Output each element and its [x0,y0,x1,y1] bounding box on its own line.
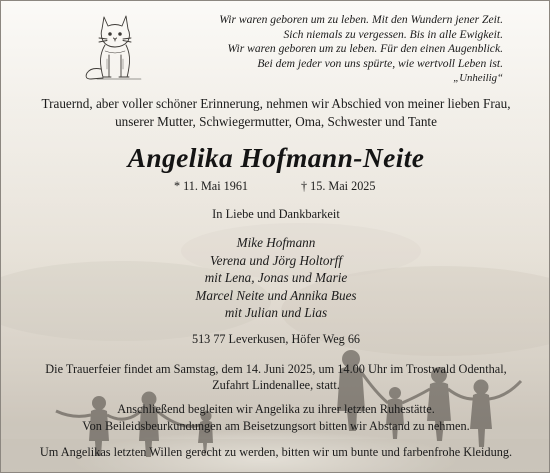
deceased-name: Angelika Hofmann-Neite [127,142,425,173]
family-member: Mike Hofmann [236,235,316,250]
final-note: Um Angelikas letzten Willen gerecht zu werden, bitten wir um bunte und farbenfrohe Kleidung. [39,445,513,459]
poem-line: Bei dem jeder von uns spürte, wie wertvoll Leben ist. [257,56,503,70]
death-date: † 15. Mai 2025 [301,179,376,193]
intro-text [1,95,550,130]
poem-line: Wir waren geboren um zu leben. Für den einen Augenblick. [227,42,503,56]
intro-line-2: unserer Mutter, Schwiegermutter, Oma, Schwester und Tante [115,113,437,129]
family-member: mit Lena, Jonas und Marie [204,270,348,286]
birth-date: * 11. Mai 1961 [174,179,249,193]
poem-source: „Unheilig“ [453,72,503,85]
burial-info [1,401,550,434]
poem-line: Wir waren geboren um zu leben. Mit den Wundern jener Zeit. [219,13,503,26]
service-line-1: Die Trauerfeier findet am Samstag, dem 14. Juni 2025, um 14.00 Uhr im Trostwald Odenthal, [45,362,507,376]
poem-block [219,13,503,86]
service-line-2: Zufahrt Lindenallee, statt. [212,378,340,393]
address-line: 513 77 Leverkusen, Höfer Weg 66 [191,332,361,346]
family-member: mit Julian und Lias [224,305,328,321]
family-member: Marcel Neite und Annika Bues [195,287,357,303]
text-content [1,1,550,473]
family-list [1,234,550,322]
service-info [1,361,550,393]
gratitude-line: In Liebe und Dankbarkeit [212,207,340,221]
family-member: Verena und Jörg Holtorff [210,252,342,268]
burial-line-2: Von Beileidsbeurkundungen am Beisetzungsort bitten wir Abstand zu nehmen. [82,418,470,433]
poem-line: Sich niemals zu vergessen. Bis in alle Ewigkeit. [283,27,503,41]
intro-line-1: Trauernd, aber voller schöner Erinnerung, nehmen wir Abschied von meiner lieben Frau, [41,96,511,111]
burial-line-1: Anschließend begleiten wir Angelika zu ihrer letzten Ruhestätte. [117,402,435,416]
